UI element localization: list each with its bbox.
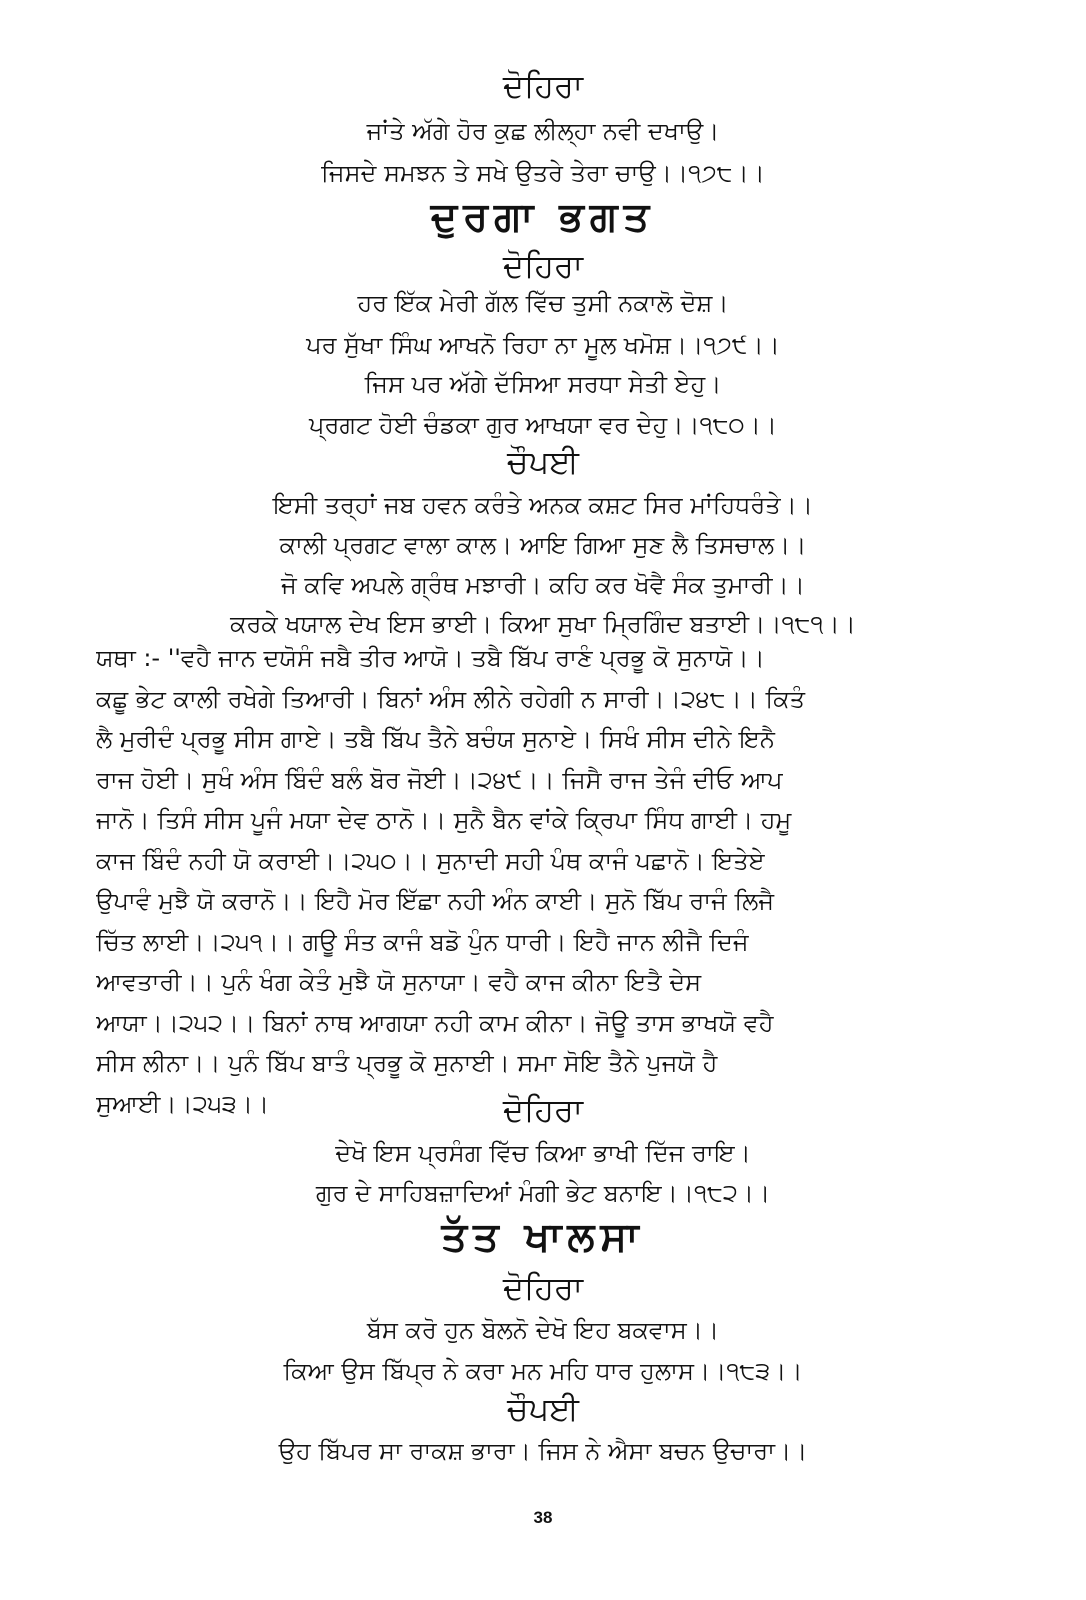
prose-line: ਕਛੂ ਭੇਟ ਕਾਲੀ ਰਖੇਗੇ ਤਿਆਰੀ। ਬਿਨਾਂ ਅੰਸ ਲੀਨੇ ਰਹੇਗੀ ਨ ਸਾਰੀ।।੨੪੮।। ਕਿਤੰ (96, 684, 805, 713)
section-heading-dohira-1: ਦੋਹਿਰਾ (502, 67, 584, 105)
prose-line: ਚਿੱਤ ਲਾਈ।।੨੫੧।। ਗਊ ਸੰਤ ਕਾਜੰ ਬਡੋ ਪੁੰਨ ਧਾਰੀ। ਇਹੈ ਜਾਨ ਲੀਜੈ ਦਿਜੰ (96, 927, 749, 956)
verse-line: ਜਿਸਦੇ ਸਮਝਨ ਤੇ ਸਖੇ ਉਤਰੇ ਤੇਰਾ ਚਾਉ।।੧੭੮।। (321, 159, 765, 187)
section-heading-dohira-2: ਦੋਹਿਰਾ (502, 247, 584, 285)
section-heading-chaupai-2: ਚੌਪਈ (507, 1390, 579, 1428)
verse-line: ਇਸੀ ਤਰ੍ਹਾਂ ਜਬ ਹਵਨ ਕਰੰਤੇ ਅਨਕ ਕਸ਼ਟ ਸਿਰ ਮਾਂਹਿਧਰੰਤੇ।। (273, 491, 813, 519)
prose-line: ਯਥਾ :- ''ਵਹੈ ਜਾਨ ਦਯੋਸੰ ਜਬੈ ਤੀਰ ਆਯੋ। ਤਬੈ ਬਿੱਪ ਰਾਣੰ ਪ੍ਰਭੂ ਕੋ ਸੁਨਾਯੋ।। (96, 644, 765, 672)
verse-line: ਉਹ ਬਿੱਪਰ ਸਾ ਰਾਕਸ਼ ਭਾਰਾ। ਜਿਸ ਨੇ ਐਸਾ ਬਚਨ ਉਚਾਰਾ।। (278, 1437, 808, 1465)
quoted-prose (96, 642, 996, 1128)
prose-line: ਸੁਆਈ।।੨੫੩।। (96, 1089, 270, 1118)
section-heading-dohira-4: ਦੋਹਿਰਾ (502, 1269, 584, 1307)
verse-line: ਕਾਲੀ ਪ੍ਰਗਟ ਵਾਲਾ ਕਾਲ। ਆਇ ਗਿਆ ਸੁਣ ਲੈ ਤਿਸਚਾਲ।। (279, 531, 807, 559)
verse-line: ਬੱਸ ਕਰੋ ਹੁਨ ਬੋਲਨੋ ਦੇਖੋ ਇਹ ਬਕਵਾਸ।। (366, 1316, 720, 1344)
prose-line: ਜਾਨੋ। ਤਿਸੰ ਸੀਸ ਪੂਜੰ ਮਯਾ ਦੇਵ ਠਾਨੋ।। ਸੁਨੈ ਬੈਨ ਵਾਂਕੇ ਕ੍ਰਿਪਾ ਸਿੰਧ ਗਾਈ। ਹਮੂ (96, 806, 792, 834)
section-title-tatt-khalsa: ਤੱਤ ਖਾਲਸਾ (441, 1214, 645, 1260)
verse-line: ਜਾਂਤੇ ਅੱਗੇ ਹੋਰ ਕੁਛ ਲੀਲ੍ਹਾ ਨਵੀ ਦਖਾਉ। (366, 117, 720, 145)
verse-line: ਹਰ ਇੱਕ ਮੇਰੀ ਗੱਲ ਵਿੱਚ ਤੁਸੀ ਨਕਾਲੋ ਦੋਸ਼। (357, 289, 729, 317)
prose-line: ਕਾਜ ਬਿੰਦੰ ਨਹੀ ਯੋ ਕਰਾਈ।।੨੫੦।। ਸੁਨਾਦੀ ਸਹੀ ਪੰਥ ਕਾਜੰ ਪਛਾਨੋ। ਇਤੇਏ (96, 846, 765, 875)
verse-line: ਕਰਕੇ ਖਯਾਲ ਦੇਖ ਇਸ ਭਾਈ। ਕਿਆ ਸੁਖਾ ਮ੍ਰਿਗਿੰਦ ਬਤਾਈ।।੧੮੧।। (230, 610, 856, 638)
prose-line: ਰਾਜ ਹੋਈ। ਸੁਖੰ ਅੰਸ ਬਿੰਦੰ ਬਲੰ ਬੋਰ ਜੋਈ।।੨੪੯।। ਜਿਸੈ ਰਾਜ ਤੇਜੰ ਦੀਓ ਆਪ (96, 765, 783, 794)
page-number: 38 (533, 1508, 553, 1527)
verse-line: ਦੇਖੋ ਇਸ ਪ੍ਰਸੰਗ ਵਿੱਚ ਕਿਆ ਭਾਖੀ ਦਿੱਜ ਰਾਇ। (335, 1139, 751, 1167)
section-heading-dohira-3: ਦੋਹਿਰਾ (502, 1091, 584, 1129)
prose-line: ਲੈ ਮੁਰੀਦੰ ਪ੍ਰਭੂ ਸੀਸ ਗਾਏ। ਤਬੈ ਬਿੱਪ ਤੈਨੇ ਬਚੰਯ ਸੁਨਾਏ। ਸਿਖੰ ਸੀਸ ਦੀਨੇ ਇਨੈ (96, 725, 775, 753)
verse-line: ਪਰ ਸੁੱਖਾ ਸਿੰਘ ਆਖਨੋ ਰਿਹਾ ਨਾ ਮੂਲ ਖਮੋਸ਼।।੧੭੯।। (306, 331, 780, 359)
prose-line: ਆਯਾ।।੨੫੨।। ਬਿਨਾਂ ਨਾਥ ਆਗਯਾ ਨਹੀ ਕਾਮ ਕੀਨਾ। ਜੋਊ ਤਾਸ ਭਾਖਯੋ ਵਹੈ (96, 1008, 774, 1037)
prose-line: ਆਵਤਾਰੀ।। ਪੁਨੰ ਖੰਗ ਕੇਤੰ ਮੁਝੈ ਯੋ ਸੁਨਾਯਾ। ਵਹੈ ਕਾਜ ਕੀਨਾ ਇਤੈ ਦੇਸ (96, 968, 702, 996)
verse-line: ਜਿਸ ਪਰ ਅੱਗੇ ਦੱਸਿਆ ਸਰਧਾ ਸੇਤੀ ਏਹੁ। (364, 370, 722, 398)
section-heading-chaupai-1: ਚੌਪਈ (507, 443, 579, 481)
verse-line: ਪ੍ਰਗਟ ਹੋਈ ਚੰਡਕਾ ਗੁਰ ਆਖਯਾ ਵਰ ਦੇਹੁ।।੧੮੦।। (309, 411, 777, 439)
prose-line: ਉਪਾਵੰ ਮੁਝੈ ਯੋ ਕਰਾਨੋ।। ਇਹੈ ਮੋਰ ਇੱਛਾ ਨਹੀ ਅੰਨ ਕਾਈ। ਸੁਨੋ ਬਿੱਪ ਰਾਜੰ ਲਿਜੈ (96, 887, 775, 915)
verse-line: ਜੋ ਕਵਿ ਅਪਲੇ ਗ੍ਰੰਥ ਮਝਾਰੀ। ਕਹਿ ਕਰ ਖੋਵੈ ਸੰਕ ਤੁਮਾਰੀ।। (281, 571, 805, 599)
prose-line: ਸੀਸ ਲੀਨਾ।। ਪੁਨੰ ਬਿੱਪ ਬਾਤੰ ਪ੍ਰਭੂ ਕੋ ਸੁਨਾਈ। ਸਮਾ ਸੋਇ ਤੈਨੇ ਪੁਜਯੋ ਹੈ (96, 1049, 718, 1077)
verse-line: ਗੁਰ ਦੇ ਸਾਹਿਬਜ਼ਾਦਿਆਂ ਮੰਗੀ ਭੇਟ ਬਨਾਇ।।੧੮੨।। (315, 1179, 771, 1207)
section-title-durga-bhagat: ਦੁਰਗਾ ਭਗਤ (430, 194, 656, 240)
verse-line: ਕਿਆ ਉਸ ਬਿੱਪ੍ਰ ਨੇ ਕਰਾ ਮਨ ਮਹਿ ਧਾਰ ਹੁਲਾਸ।।੧੮੩।। (283, 1357, 803, 1385)
